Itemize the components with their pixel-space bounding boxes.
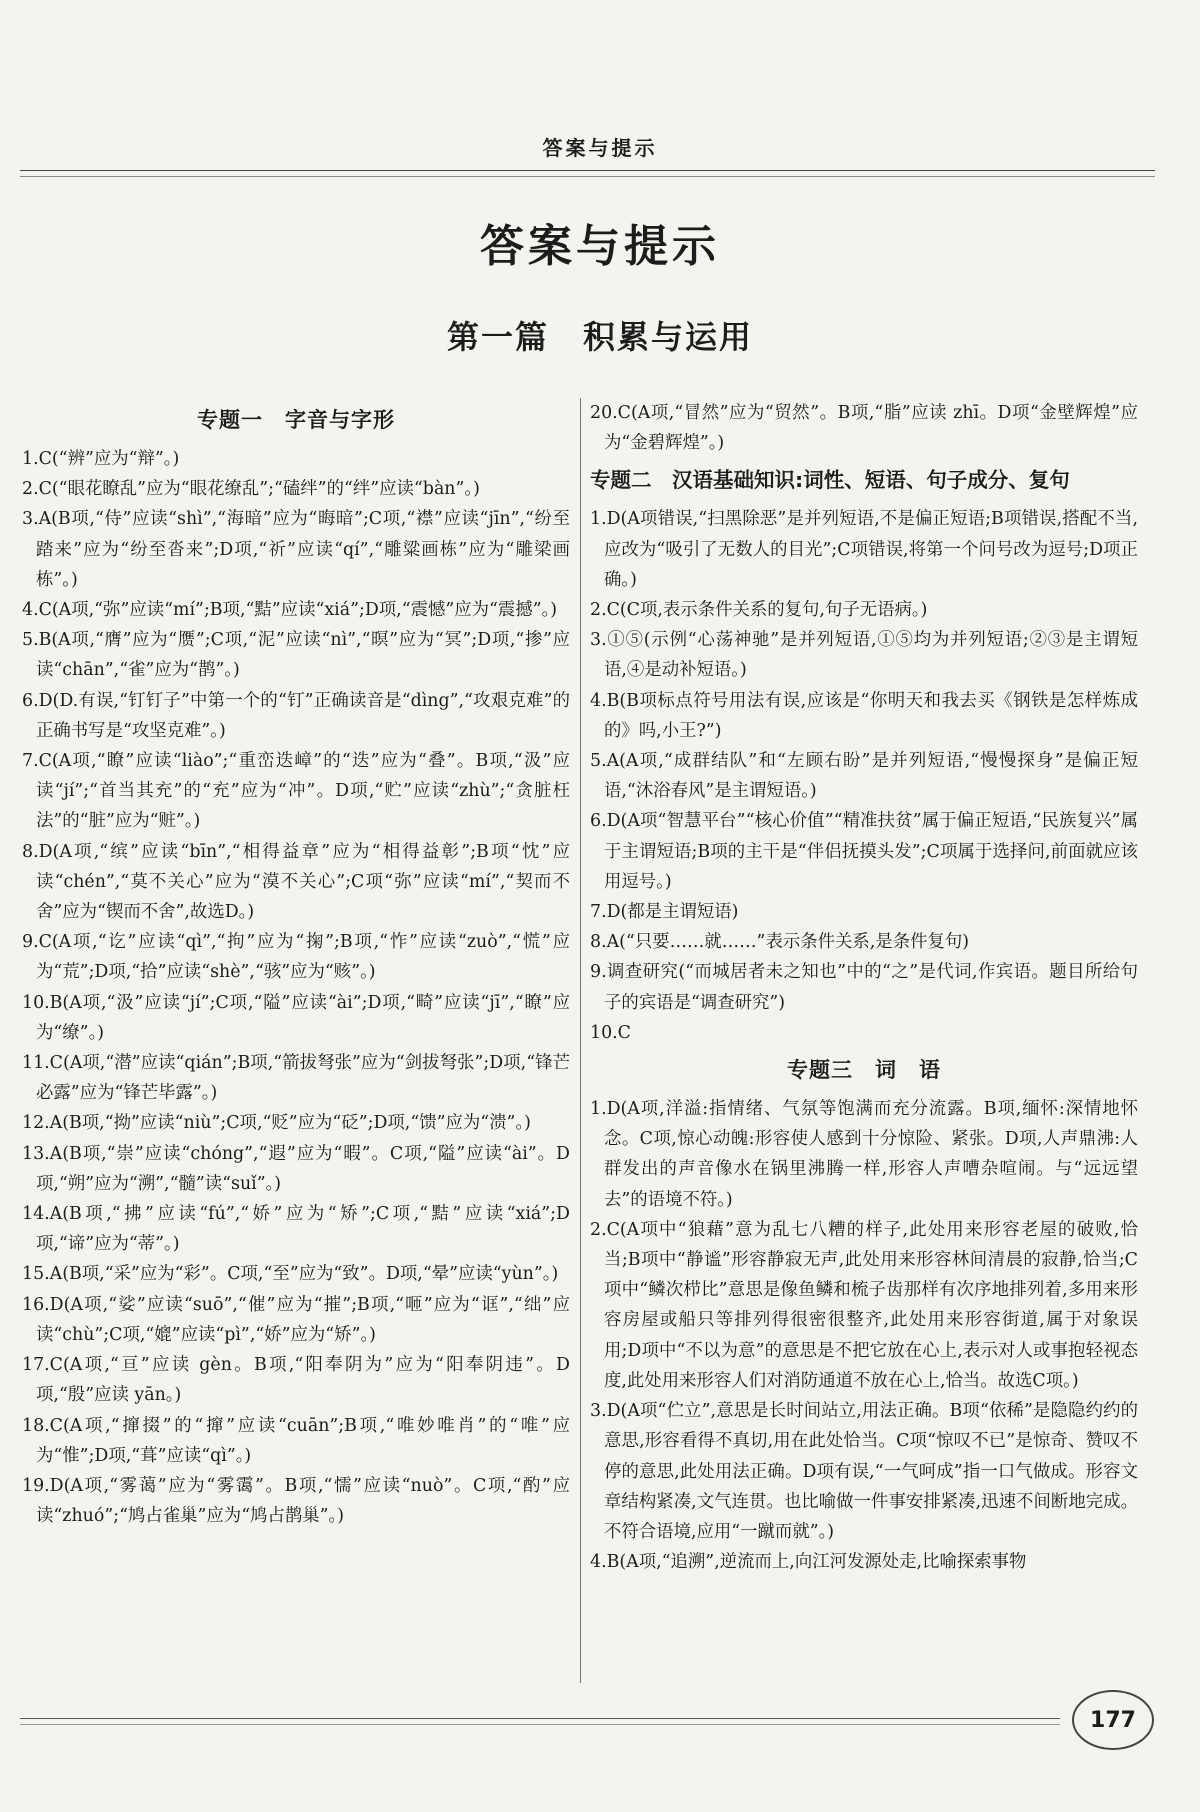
- answer-item: 7.D(都是主谓短语): [590, 902, 739, 923]
- answer-item: 1.D(A项,洋溢:指情绪、气氛等饱满而充分流露。B项,缅怀:深情地怀念。C项,惊心动魄:形容使人感到十分惊险、紧张。D项,人声鼎沸:人群发出的声音像水在锅里沸腾一样,形容人声嘈杂喧闹。与“远远望去”的语境不符。): [590, 1099, 1138, 1210]
- answer-item: 7.C(A项,“瞭”应读“liào”;“重峦迭嶂”的“迭”应为“叠”。B项,“汲”应读“jí”;“首当其充”的“充”应为“冲”。D项,“贮”应读“zhù”;“贪脏枉法”的“脏”应为“赃”。): [22, 751, 570, 832]
- section-title: 专题三 词 语: [787, 1058, 941, 1083]
- answer-item: 4.B(A项,“追溯”,逆流而上,向江河发源处走,比喻探索事物: [590, 1552, 1027, 1573]
- page-number: 177: [1072, 1690, 1154, 1750]
- answer-item: 1.D(A项错误,“扫黑除恶”是并列短语,不是偏正短语;B项错误,搭配不当,应改为“吸引了无数人的目光”;C项错误,将第一个问号改为逗号;D项正确。): [590, 509, 1138, 590]
- answer-item: 14.A(B项,“拂”应读“fú”,“娇”应为“矫”;C项,“黠”应读“xiá”;D项,“谛”应为“蒂”。): [22, 1204, 570, 1255]
- answer-item: 9.C(A项,“讫”应读“qì”,“拘”应为“掬”;B项,“怍”应读“zuò”,“慌”应为“荒”;D项,“拾”应读“shè”,“骇”应为“赅”。): [22, 932, 570, 983]
- answer-item: 3.A(B项,“侍”应读“shì”,“海暗”应为“晦暗”;C项,“襟”应读“jīn”,“纷至踏来”应为“纷至沓来”;D项,“祈”应读“qí”,“雕粱画栋”应为“雕梁画栋”。): [22, 509, 570, 590]
- answer-list: [590, 398, 1138, 458]
- answer-item: 2.C(C项,表示条件关系的复句,句子无语病。): [590, 600, 928, 621]
- answer-item: 4.C(A项,“弥”应读“mí”;B项,“黠”应读“xiá”;D项,“震憾”应为“震撼”。): [22, 600, 558, 621]
- answer-item: 3.①⑤(示例“心荡神驰”是并列短语,①⑤均为并列短语;②③是主谓短语,④是动补短语。): [590, 630, 1138, 681]
- column-divider: [580, 398, 581, 1683]
- answer-list: [22, 444, 570, 1531]
- answer-item: 15.A(B项,“采”应为“彩”。C项,“至”应为“致”。D项,“晕”应读“yùn”。): [22, 1264, 559, 1285]
- answer-item: 3.D(A项“伫立”,意思是长时间站立,用法正确。B项“依稀”是隐隐约约的意思,形容看得不真切,用在此处恰当。C项“惊叹不已”是惊奇、赞叹不停的意思,此处用法正确。D项有误,“一气呵成”指一口气做成。形容文章结构紧凑,文气连贯。也比喻做一件事安排紧凑,迅速不间断地完成。不符合语境,应用“一蹴而就”。): [590, 1401, 1138, 1542]
- section-title: 专题二 汉语基础知识:词性、短语、句子成分、复句: [590, 468, 1070, 493]
- running-header: 答案与提示: [542, 136, 658, 160]
- answer-item: 6.D(A项“智慧平台”“核心价值”“精准扶贫”属于偏正短语,“民族复兴”属于主谓短语;B项的主干是“伴侣抚摸头发”;C项属于选择问,前面就应该用逗号。): [590, 811, 1138, 892]
- answer-item: 16.D(A项,“娑”应读“suō”,“催”应为“摧”;B项,“咂”应为“诓”,“绌”应读“chù”;C项,“媲”应读“pì”,“娇”应为“矫”。): [22, 1294, 570, 1345]
- answer-item: 2.C(“眼花瞭乱”应为“眼花缭乱”;“磕绊”的“绊”应读“bàn”。): [22, 479, 480, 500]
- answer-item: 8.A(“只要……就……”表示条件关系,是条件复句): [590, 932, 970, 953]
- footer-rule: [20, 1718, 1060, 1725]
- answer-item: 13.A(B项,“崇”应读“chóng”,“遐”应为“暇”。C项,“隘”应读“ài”。D项,“朔”应为“溯”,“髓”读“suǐ”。): [22, 1143, 570, 1194]
- answer-item: 8.D(A项,“缤”应读“bīn”,“相得益章”应为“相得益彰”;B项“忱”应读“chén”,“莫不关心”应为“漠不关心”;C项“弥”应读“mí”,“契而不舍”应为“锲而不舍”,故选D。): [22, 841, 570, 923]
- answer-item: 5.A(A项,“成群结队”和“左顾右盼”是并列短语,“慢慢探身”是偏正短语,“沐浴春风”是主谓短语。): [590, 751, 1138, 802]
- answer-item: 1.C(“辨”应为“辩”。): [22, 449, 180, 469]
- part-title: 第一篇 积累与运用: [446, 318, 753, 356]
- answer-item: 10.B(A项,“汲”应读“jí”;C项,“隘”应读“ài”;D项,“畸”应读“jī”,“瞭”应为“缭”。): [22, 992, 570, 1043]
- answer-item: 20.C(A项,“冒然”应为“贸然”。B项,“脂”应读 zhī。D项“金壁辉煌”应为“金碧辉煌”。): [590, 403, 1138, 454]
- answer-item: 6.D(D.有误,“钉钉子”中第一个的“钉”正确读音是“dìng”,“攻艰克难”的正确书写是“攻坚克难”。): [22, 690, 570, 741]
- answer-item: 12.A(B项,“拗”应读“niù”;C项,“贬”应为“砭”;D项,“馈”应为“溃”。): [22, 1113, 531, 1134]
- header-rule: [20, 170, 1155, 177]
- answer-item: 5.B(A项,“膺”应为“赝”;C项,“泥”应读“nì”,“暝”应为“冥”;D项,“掺”应读“chān”,“雀”应为“鹊”。): [22, 630, 570, 681]
- left-column: [22, 398, 570, 1531]
- answer-item: 19.D(A项,“雾蔼”应为“雾霭”。B项,“懦”应读“nuò”。C项,“酌”应读“zhuó”;“鸠占雀巢”应为“鸠占鹊巢”。): [22, 1475, 570, 1527]
- answer-list: [590, 1094, 1138, 1577]
- answer-item: 9.调查研究(“而城居者未之知也”中的“之”是代词,作宾语。题目所给句子的宾语是“调查研究”): [590, 962, 1138, 1013]
- right-column: [590, 398, 1138, 1577]
- answer-item: 4.B(B项标点符号用法有误,应该是“你明天和我去买《钢铁是怎样炼成的》吗,小王?”): [590, 690, 1138, 741]
- answer-item: 10.C: [590, 1022, 631, 1043]
- answer-list: [590, 504, 1138, 1048]
- answer-item: 2.C(A项中“狼藉”意为乱七八糟的样子,此处用来形容老屋的破败,恰当;B项中“静谧”形容静寂无声,此处用来形容林间清晨的寂静,恰当;C项中“鳞次栉比”意思是像鱼鳞和梳子齿那样有次序地排列着,多用来形容房屋或船只等排列得很密很整齐,此处用来形容街道,属于对象误用;D项中“不以为意”的意思是不把它放在心上,表示对人或事抱轻视态度,此处用来形容人们对消防通道不放在心上,恰当。故选C项。): [590, 1219, 1138, 1391]
- answer-item: 18.C(A项,“撺掇”的“撺”应读“cuān”;B项,“唯妙唯肖”的“唯”应为“惟”;D项,“葺”应读“qì”。): [22, 1415, 570, 1466]
- answer-item: 11.C(A项,“潜”应读“qián”;B项,“箭拔弩张”应为“剑拔弩张”;D项,“锋芒必露”应为“锋芒毕露”。): [22, 1053, 570, 1104]
- section-title: 专题一 字音与字形: [197, 408, 395, 432]
- page-title: 答案与提示: [480, 221, 720, 272]
- answer-item: 17.C(A项,“亘”应读 gèn。B项,“阳奉阴为”应为“阳奉阴违”。D项,“殷”应读 yān。): [22, 1355, 570, 1406]
